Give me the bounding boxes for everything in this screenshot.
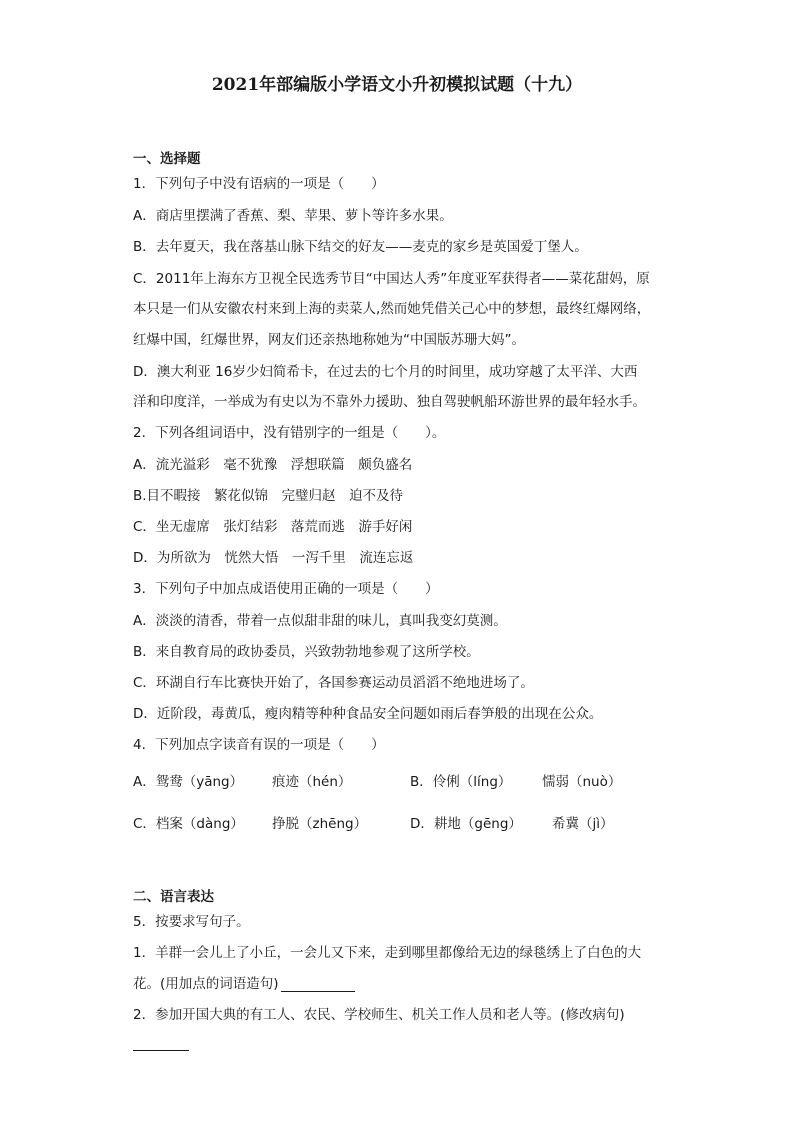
question-1-option-c-line1: C．2011年上海东方卫视全民选秀节目“中国达人秀”年度亚军获得者——菜花甜妈，原: [133, 271, 650, 287]
question-2-option-c: C．坐无虚席 张灯结彩 落荒而逃 游手好闲: [133, 519, 413, 535]
question-1-option-d-line2: 洋和印度洋，一举成为有史以为不靠外力援助、独自驾驶帆船环游世界的最年轻水手。: [133, 394, 646, 410]
question-3-option-b: B．来自教育局的政协委员，兴致勃勃地参观了这所学校。: [133, 644, 480, 660]
page-title: 2021年部编版小学语文小升初模拟试题（十九）: [211, 75, 583, 95]
question-5-stem: 5．按要求写句子。: [133, 914, 250, 930]
question-4-option-d-word1: D．耕地（gēng）: [410, 816, 522, 832]
question-2-option-b: B.目不暇接 繁花似锦 完璧归赵 迫不及待: [133, 488, 404, 504]
question-4-stem: 4．下列加点字读音有误的一项是（ ）: [133, 737, 385, 753]
question-1-option-a: A．商店里摆满了香蕉、梨、苹果、萝卜等许多水果。: [133, 208, 453, 224]
question-4-option-a-word1: A．鸳鸯（yāng）: [133, 774, 244, 790]
question-1-option-c-line3: 红爆中国，红爆世界，网友们还亲热地称她为“中国版苏珊大妈”。: [133, 332, 525, 348]
question-5-sentence-1-text: 花。(用加点的词语造句): [133, 976, 279, 992]
question-1-option-d-line1: D．澳大利亚 16岁少妇简希卡，在过去的七个月的时间里，成功穿越了太平洋、大西: [133, 364, 638, 380]
question-1-option-c-line2: 本只是一们从安徽农村来到上海的卖菜人,然而她凭借关己心中的梦想，最终红爆网络，: [133, 301, 651, 317]
question-2-option-d: D．为所欲为 恍然大悟 一泻千里 流连忘返: [133, 550, 414, 566]
question-1-stem: 1．下列句子中没有语病的一项是（ ）: [133, 176, 385, 192]
question-4-option-b-word1: B．伶俐（líng）: [410, 774, 512, 790]
question-4-option-c-word2: 挣脱（zhēng）: [272, 816, 368, 832]
question-3-stem: 3．下列句子中加点成语使用正确的一项是（ ）: [133, 581, 439, 597]
question-1-option-b: B．去年夏天，我在落基山脉下结交的好友——麦克的家乡是英国爱丁堡人。: [133, 239, 588, 255]
section-heading-choice: 一、选择题: [133, 151, 201, 167]
question-3-option-c: C．环湖自行车比赛快开始了，各国参赛运动员滔滔不绝地进场了。: [133, 675, 534, 691]
question-3-option-d: D．近阶段，毒黄瓜，瘦肉精等种种食品安全问题如雨后春笋般的出现在公众。: [133, 706, 603, 722]
section-heading-expression: 二、语言表达: [133, 889, 214, 905]
question-2-stem: 2．下列各组词语中，没有错别字的一组是（ ）。: [133, 425, 446, 441]
question-5-sentence-2: 2．参加开国大典的有工人、农民、学校师生、机关工作人员和老人等。(修改病句): [133, 1007, 625, 1023]
question-5-sentence-1-line2: [133, 972, 355, 992]
question-4-option-b-word2: 懦弱（nuò）: [542, 774, 622, 790]
answer-blank[interactable]: [133, 1050, 189, 1051]
question-4-option-a-word2: 痕迹（hén）: [272, 774, 352, 790]
question-5-sentence-1-line1: 1．羊群一会儿上了小丘，一会儿又下来，走到哪里都像给无边的绿毯绣上了白色的大: [133, 945, 642, 961]
question-2-option-a: A．流光溢彩 毫不犹豫 浮想联篇 颇负盛名: [133, 457, 413, 473]
question-4-option-d-word2: 希冀（jì）: [552, 816, 614, 832]
question-3-option-a: A．淡淡的清香，带着一点似甜非甜的味儿，真叫我变幻莫测。: [133, 613, 507, 629]
answer-blank[interactable]: [281, 979, 355, 992]
question-4-option-c-word1: C．档案（dàng）: [133, 816, 244, 832]
